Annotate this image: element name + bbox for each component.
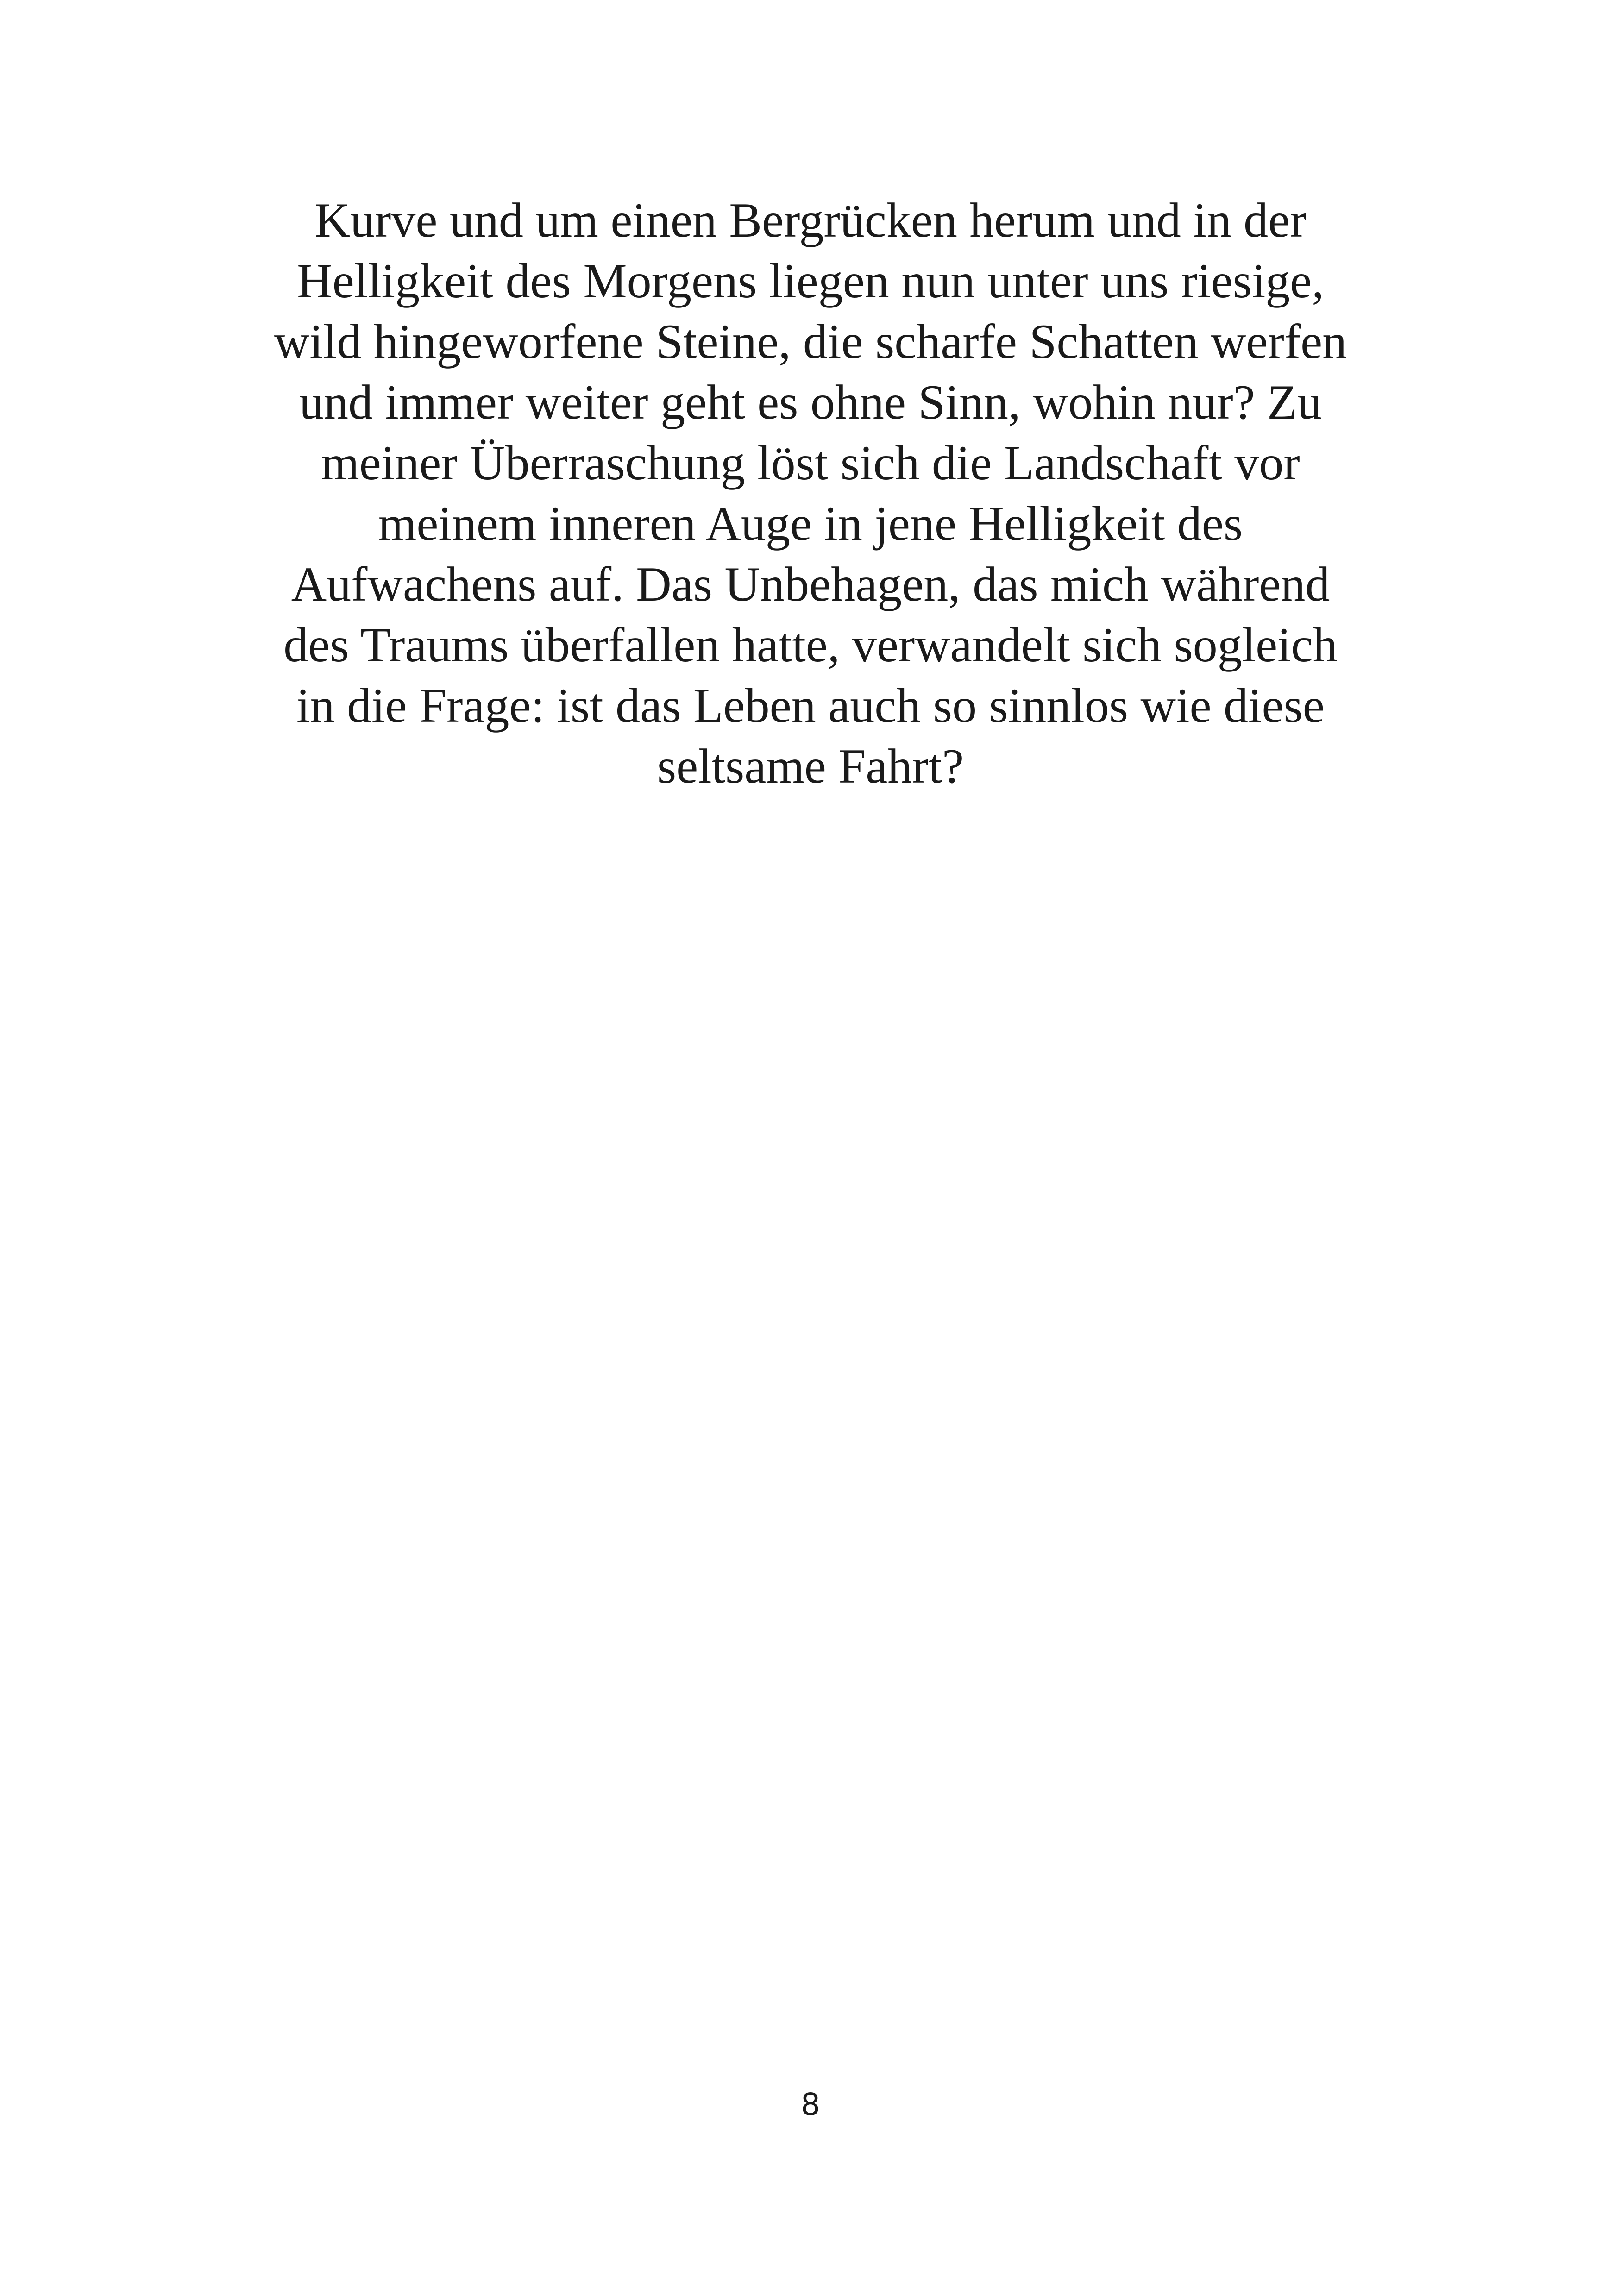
body-paragraph xyxy=(199,190,1422,797)
text-line: meiner Überraschung löst sich die Landschaft vor xyxy=(321,436,1300,490)
text-line: des Traums überfallen hatte, verwandelt sich sogleich xyxy=(283,618,1338,672)
text-line: wild hingeworfene Steine, die scharfe Schatten werfen xyxy=(274,314,1347,369)
text-line: Helligkeit des Morgens liegen nun unter uns riesige, xyxy=(297,254,1324,308)
text-line: und immer weiter geht es ohne Sinn, wohin nur? Zu xyxy=(299,375,1322,429)
text-line: Kurve und um einen Bergrücken herum und in der xyxy=(314,193,1307,247)
text-line: in die Frage: ist das Leben auch so sinnlos wie diese xyxy=(296,678,1325,733)
text-line: seltsame Fahrt? xyxy=(657,739,964,793)
text-line: Aufwachens auf. Das Unbehagen, das mich während xyxy=(291,557,1330,611)
page-number: 8 xyxy=(801,2087,820,2122)
text-line: meinem inneren Auge in jene Helligkeit des xyxy=(378,496,1243,551)
